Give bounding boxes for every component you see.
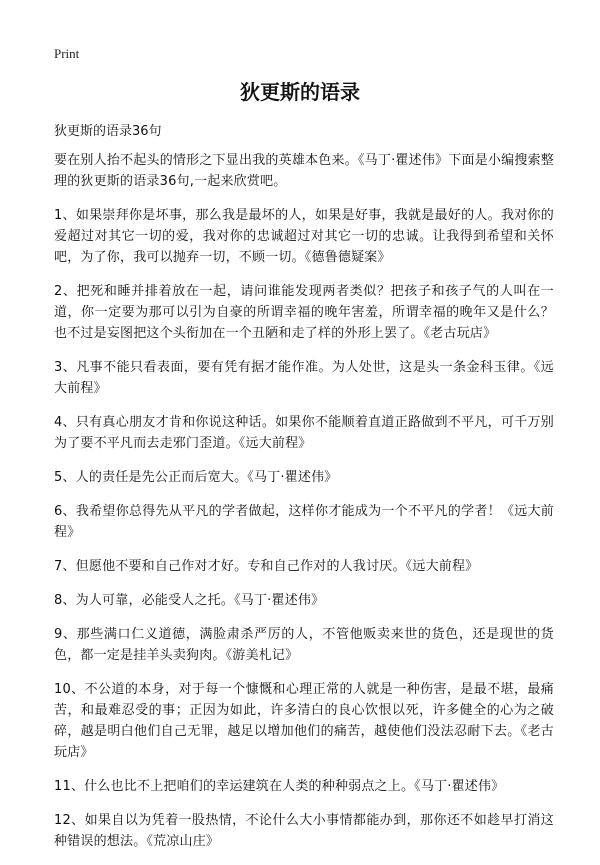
intro-paragraph: 要在别人抬不起头的情形之下显出我的英雄本色来。《马丁·瞿述伟》下面是小编搜索整理的狄更斯的语录36句,一起来欣赏吧。 [54, 153, 554, 189]
page-title: 狄更斯的语录 [240, 80, 360, 104]
quote-paragraph: 10、不公道的本身，对于每一个慷慨和心理正常的人就是一种伤害，是最不堪，最痛苦，和最难忍受的事；正因为如此，许多清白的良心饮恨以死，许多健全的心为之破碎，越是明白他们自己无罪，越足以增加他们的痛苦，越使他们没法忍耐下去。《老古玩店》 [54, 682, 554, 760]
quote-paragraph: 1、如果崇拜你是坏事，那么我是最坏的人，如果是好事，我就是最好的人。我对你的爱超过对其它一切的爱，我对你的忠诚超过对其它一切的忠诚。让我得到希望和关怀吧，为了你，我可以抛弃一切，不顾一切。《德鲁德疑案》 [54, 208, 554, 265]
subtitle: 狄更斯的语录36句 [54, 124, 162, 139]
quote-paragraph: 7、但愿他不要和自己作对才好。专和自己作对的人我讨厌。《远大前程》 [54, 559, 479, 574]
quote-paragraph: 6、我希望你总得先从平凡的学者做起，这样你才能成为一个不平凡的学者！《远大前程》 [54, 504, 554, 540]
quote-paragraph: 3、凡事不能只看表面，要有凭有据才能作准。为人处世，这是头一条金科玉律。《远大前程》 [54, 360, 554, 396]
quote-paragraph: 12、如果自以为凭着一股热情，不论什么大小事情都能办到，那你还不如趁早打消这种错误的想法。《荒凉山庄》 [54, 813, 554, 849]
quote-paragraph: 2、把死和睡并排着放在一起，请问谁能发现两者类似？把孩子和孩子气的人叫在一道，你一定要为那可以引为自豪的所谓幸福的晚年害羞，所谓幸福的晚年又是什么？也不过是妄图把这个头衔加在一个丑陋和走了样的外形上罢了。《老古玩店》 [54, 284, 554, 341]
print-link[interactable]: Print [54, 46, 80, 61]
quote-paragraph: 8、为人可靠，必能受人之托。《马丁·瞿述伟》 [54, 593, 325, 608]
quote-paragraph: 5、人的责任是先公正而后宽大。《马丁·瞿述伟》 [54, 470, 338, 485]
quote-paragraph: 11、什么也比不上把咱们的幸运建筑在人类的种种弱点之上。《马丁·瞿述伟》 [54, 779, 505, 794]
article-body [54, 150, 554, 865]
quote-paragraph: 4、只有真心朋友才肯和你说这种话。如果你不能顺着直道正路做到不平凡，可千万别为了要不平凡而去走邪门歪道。《远大前程》 [54, 415, 554, 451]
quote-paragraph: 9、那些满口仁义道德，满脸肃杀严厉的人，不管他贩卖来世的货色，还是现世的货色，都一定是挂羊头卖狗肉。《游美札记》 [54, 627, 554, 663]
